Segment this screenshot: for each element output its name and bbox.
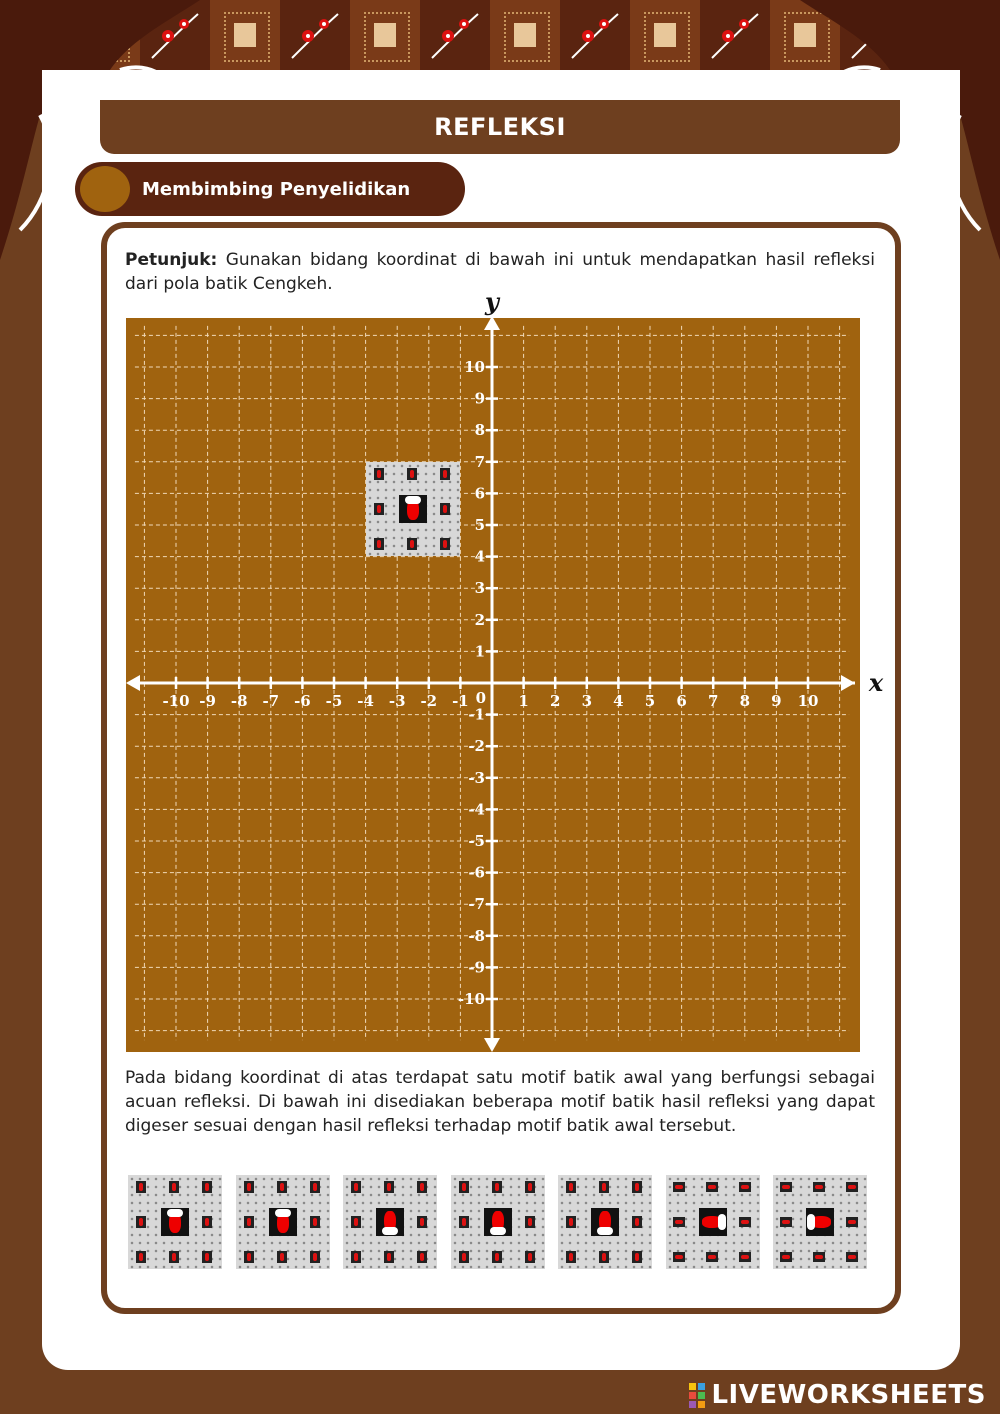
origin-label: 0 xyxy=(475,689,486,707)
small-clove-icon xyxy=(440,503,450,515)
x-tick-label: 7 xyxy=(707,692,719,710)
small-clove-icon xyxy=(407,538,417,550)
y-tick-label: 7 xyxy=(474,452,485,471)
x-tick-label: 2 xyxy=(549,692,561,710)
small-clove-icon xyxy=(417,1216,427,1228)
small-clove-icon xyxy=(459,1216,469,1228)
small-clove-icon xyxy=(459,1181,469,1193)
small-clove-icon xyxy=(244,1181,254,1193)
small-clove-icon xyxy=(310,1216,320,1228)
small-clove-icon xyxy=(384,1251,394,1263)
x-tick-label: -3 xyxy=(388,692,406,710)
clove-seed-icon xyxy=(699,1208,727,1236)
page-title: REFLEKSI xyxy=(434,113,566,141)
small-clove-icon xyxy=(459,1251,469,1263)
small-clove-icon xyxy=(277,1251,287,1263)
small-clove-icon xyxy=(310,1251,320,1263)
small-clove-icon xyxy=(780,1182,792,1192)
small-clove-icon xyxy=(632,1251,642,1263)
x-tick-label: -8 xyxy=(230,692,248,710)
small-clove-icon xyxy=(374,503,384,515)
y-tick-label: -2 xyxy=(468,737,485,756)
small-clove-icon xyxy=(169,1251,179,1263)
small-clove-icon xyxy=(846,1217,858,1227)
y-tick-label: -7 xyxy=(468,895,485,914)
y-tick-label: -6 xyxy=(468,863,485,882)
y-tick-label: 2 xyxy=(474,610,485,629)
small-clove-icon xyxy=(632,1216,642,1228)
small-clove-icon xyxy=(525,1181,535,1193)
x-tick-label: -4 xyxy=(357,692,374,710)
clove-seed-icon xyxy=(591,1208,619,1236)
clove-seed-icon xyxy=(399,495,427,523)
small-clove-icon xyxy=(813,1252,825,1262)
instruction-label: Petunjuk: xyxy=(125,250,218,270)
small-clove-icon xyxy=(492,1251,502,1263)
y-tick-label: -5 xyxy=(468,832,485,850)
motif-option-5[interactable] xyxy=(558,1175,652,1269)
small-clove-icon xyxy=(632,1181,642,1193)
x-tick-label: 3 xyxy=(581,692,593,710)
small-clove-icon xyxy=(169,1181,179,1193)
description-text: Pada bidang koordinat di atas terdapat satu motif batik awal yang berfungsi sebagai acuan refleksi. Di bawah ini disediakan beberapa motif batik hasil refleksi yang dapat digeser sesuai dengan hasil refleksi terhadap motif batik awal tersebut. xyxy=(125,1068,875,1136)
small-clove-icon xyxy=(673,1182,685,1192)
small-clove-icon xyxy=(673,1217,685,1227)
x-axis-arrow-left-icon xyxy=(126,675,140,691)
small-clove-icon xyxy=(492,1181,502,1193)
y-tick-label: 9 xyxy=(474,389,485,408)
y-axis-arrow-up-icon xyxy=(484,316,500,330)
x-tick-label: 4 xyxy=(613,692,624,710)
small-clove-icon xyxy=(846,1182,858,1192)
x-axis-label: x xyxy=(868,668,884,697)
small-clove-icon xyxy=(706,1182,718,1192)
x-tick-label: 1 xyxy=(518,692,529,710)
instruction-body: Gunakan bidang koordinat di bawah ini untuk mendapatkan hasil refleksi dari pola batik Cengkeh. xyxy=(125,250,875,294)
clove-seed-icon xyxy=(376,1208,404,1236)
flower-tile-icon xyxy=(560,0,630,70)
small-clove-icon xyxy=(384,1181,394,1193)
small-clove-icon xyxy=(739,1182,751,1192)
small-clove-icon xyxy=(525,1216,535,1228)
small-clove-icon xyxy=(566,1251,576,1263)
clove-seed-icon xyxy=(806,1208,834,1236)
motif-option-2[interactable] xyxy=(236,1175,330,1269)
y-tick-label: 8 xyxy=(474,421,485,440)
flower-tile-icon xyxy=(280,0,350,70)
x-tick-label: 5 xyxy=(644,692,656,710)
small-clove-icon xyxy=(277,1181,287,1193)
square-tile-icon xyxy=(630,0,700,70)
y-tick-label: 1 xyxy=(474,642,485,661)
y-tick-label: -8 xyxy=(468,926,485,945)
y-tick-label: 4 xyxy=(474,547,485,566)
small-clove-icon xyxy=(202,1251,212,1263)
small-clove-icon xyxy=(136,1251,146,1263)
small-clove-icon xyxy=(440,538,450,550)
small-clove-icon xyxy=(310,1181,320,1193)
small-clove-icon xyxy=(599,1251,609,1263)
flower-tile-icon xyxy=(700,0,770,70)
small-clove-icon xyxy=(599,1181,609,1193)
y-tick-label: -9 xyxy=(468,958,485,977)
section-heading xyxy=(75,162,465,216)
small-clove-icon xyxy=(202,1216,212,1228)
x-tick-label: 6 xyxy=(676,692,687,710)
motif-option-6[interactable] xyxy=(666,1175,760,1269)
small-clove-icon xyxy=(136,1181,146,1193)
section-title: Membimbing Penyelidikan xyxy=(142,178,411,200)
square-tile-icon xyxy=(490,0,560,70)
small-clove-icon xyxy=(813,1182,825,1192)
motif-option-4[interactable] xyxy=(451,1175,545,1269)
small-clove-icon xyxy=(706,1252,718,1262)
x-tick-label: -6 xyxy=(294,692,311,710)
small-clove-icon xyxy=(780,1252,792,1262)
small-clove-icon xyxy=(417,1181,427,1193)
small-clove-icon xyxy=(244,1251,254,1263)
small-clove-icon xyxy=(739,1217,751,1227)
y-tick-label: -10 xyxy=(457,990,485,1008)
motif-option-7[interactable] xyxy=(773,1175,867,1269)
y-tick-label: -4 xyxy=(468,800,485,819)
small-clove-icon xyxy=(673,1252,685,1262)
clove-seed-icon xyxy=(161,1208,189,1236)
x-tick-label: -7 xyxy=(262,692,280,710)
coordinate-axes xyxy=(0,280,1000,1080)
small-clove-icon xyxy=(136,1216,146,1228)
small-clove-icon xyxy=(846,1252,858,1262)
reference-batik-motif xyxy=(366,462,460,556)
clove-seed-icon xyxy=(269,1208,297,1236)
x-tick-label: 8 xyxy=(739,692,751,710)
flower-tile-icon xyxy=(420,0,490,70)
y-tick-label: 6 xyxy=(474,484,485,503)
small-clove-icon xyxy=(351,1216,361,1228)
liveworksheets-brand: LIVEWORKSHEETS xyxy=(711,1380,986,1410)
y-tick-label: -1 xyxy=(468,705,485,724)
clove-seed-icon xyxy=(484,1208,512,1236)
small-clove-icon xyxy=(351,1181,361,1193)
x-axis-arrow-right-icon xyxy=(841,675,855,691)
small-clove-icon xyxy=(374,468,384,480)
small-clove-icon xyxy=(244,1216,254,1228)
small-clove-icon xyxy=(417,1251,427,1263)
x-tick-label: -9 xyxy=(199,692,216,710)
x-tick-label: -2 xyxy=(420,692,438,710)
x-tick-label: -5 xyxy=(325,692,343,710)
small-clove-icon xyxy=(566,1181,576,1193)
small-clove-icon xyxy=(780,1217,792,1227)
y-tick-label: 10 xyxy=(464,358,485,376)
small-clove-icon xyxy=(440,468,450,480)
x-tick-label: -10 xyxy=(162,692,190,710)
title-banner xyxy=(100,100,900,154)
small-clove-icon xyxy=(351,1251,361,1263)
motif-option-3[interactable] xyxy=(343,1175,437,1269)
y-axis-label: y xyxy=(485,287,499,316)
liveworksheets-icon xyxy=(689,1383,705,1408)
small-clove-icon xyxy=(407,468,417,480)
section-dot-icon xyxy=(80,166,130,212)
liveworksheets-logo xyxy=(689,1380,986,1410)
x-tick-label: 10 xyxy=(797,692,819,710)
small-clove-icon xyxy=(202,1181,212,1193)
small-clove-icon xyxy=(374,538,384,550)
y-tick-label: 5 xyxy=(474,516,485,534)
small-clove-icon xyxy=(525,1251,535,1263)
small-clove-icon xyxy=(739,1252,751,1262)
small-clove-icon xyxy=(566,1216,576,1228)
x-tick-label: 9 xyxy=(771,692,782,710)
x-tick-label: -1 xyxy=(452,692,469,710)
motif-option-1[interactable] xyxy=(128,1175,222,1269)
y-axis-arrow-down-icon xyxy=(484,1038,500,1052)
y-tick-label: -3 xyxy=(468,768,485,787)
square-tile-icon xyxy=(350,0,420,70)
y-tick-label: 3 xyxy=(474,579,485,598)
